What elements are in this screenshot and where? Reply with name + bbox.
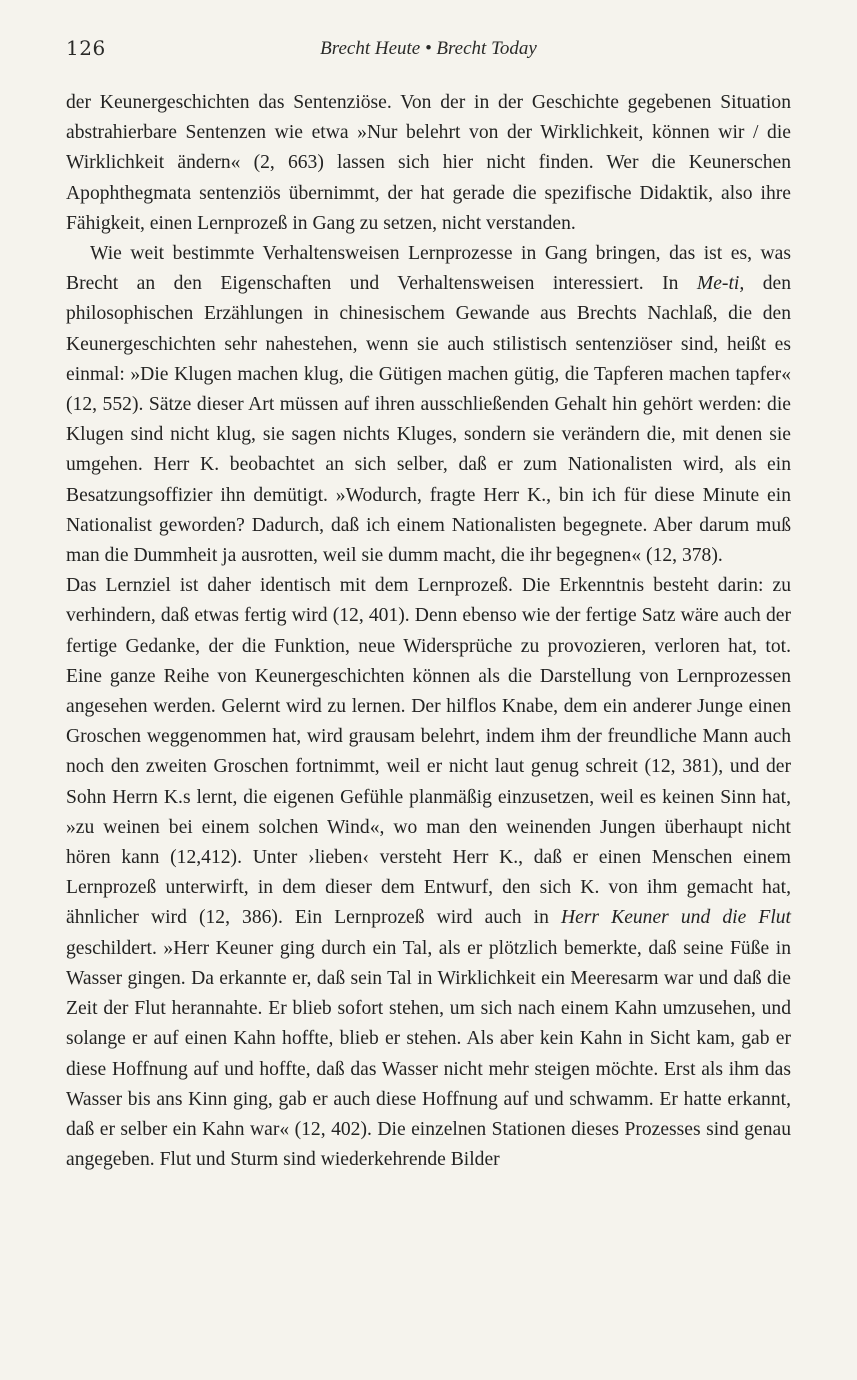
running-head <box>66 36 791 64</box>
paragraph-3-text-a: Das Lernziel ist daher identisch mit dem Lernprozeß. Die Erkenntnis besteht darin: zu verhindern, daß etwas fertig wird (12, 401). Denn ebenso wie der fertige Satz wäre auch der fertige Gedanke, der die Funktion, neue Widersprüche zu provozieren, verloren hat, tot. Eine ganze Reihe von Keunergeschichten können als die Darstellung von Lernprozessen angesehen werden. Gelernt wird zu lernen. Der hilflos Knabe, dem ein anderer Junge einen Groschen weggenommen hat, wird grausam belehrt, indem ihm der freundliche Mann auch noch den zweiten Groschen fortnimmt, weil er nicht laut genug schreit (12, 381), und der Sohn Herrn K.s lernt, die eigenen Gefühle planmäßig einzusetzen, weil es keinen Sinn hat, »zu weinen bei einem solchen Wind«, wo man den weinenden Jungen überhaupt nicht hören kann (12,412). Unter ›lieben‹ versteht Herr K., daß er einen Menschen einem Lernprozeß unterwirft, in dem dieser dem Entwurf, den sich K. von ihm gemacht hat, ähnlicher wird (12, 386). Ein Lernprozeß wird auch in <box>66 575 791 929</box>
book-title-me-ti: Me-ti, <box>696 273 745 295</box>
paragraph-2 <box>66 239 791 571</box>
body-text <box>66 88 791 1175</box>
paragraph-3 <box>66 571 791 1175</box>
paragraph-3-text-b: geschildert. »Herr Keuner ging durch ein Tal, als er plötzlich bemerkte, daß seine Füße in Wasser gingen. Da erkannte er, daß sein Tal in Wirklichkeit ein Meeresarm war und daß die Zeit der Flut herannahte. Er blieb sofort stehen, um sich nach einem Kahn umzusehen, und solange er auf einen Kahn hoffte, blieb er stehen. Als aber kein Kahn in Sicht kam, gab er diese Hoffnung auf und hoffte, daß das Wasser nicht mehr steigen möchte. Erst als ihm das Wasser bis ans Kinn ging, gab er auch diese Hoffnung auf und schwamm. Er hatte erkannt, daß er selber ein Kahn war« (12, 402). Die einzelnen Stationen dieses Prozesses sind genau angegeben. Flut und Sturm sind wiederkehrende Bilder <box>66 937 791 1171</box>
page-number: 126 <box>66 36 106 60</box>
paragraph-1-text: der Keunergeschichten das Sentenziöse. Von der in der Geschichte gegebenen Situation abstrahierbare Sentenzen wie etwa »Nur belehrt von der Wirklichkeit, können wir / die Wirklichkeit ändern« (2, 663) lassen sich hier nicht finden. Wer die Keunerschen Apophthegmata sentenziös übernimmt, der hat gerade die spezifische Didaktik, also ihre Fähigkeit, einen Lernprozeß in Gang zu setzen, nicht verstanden. <box>66 92 791 234</box>
paragraph-1 <box>66 88 791 239</box>
story-title-flut: Herr Keuner und die Flut <box>560 907 792 929</box>
running-title: Brecht Heute • Brecht Today <box>320 38 537 59</box>
paragraph-2-text-a: Wie weit bestimmte Verhaltensweisen Lernprozesse in Gang bringen, das ist es, was Brecht an den Eigenschaften und Verhaltensweisen interessiert. In <box>66 243 791 295</box>
paragraph-2-text-b: den philosophischen Erzählungen in chinesischem Gewande aus Brechts Nachlaß, die den Keunergeschichten sehr nahestehen, wenn sie auch stilistisch sentenziöser sind, heißt es einmal: »Die Klugen machen klug, die Gütigen machen gütig, die Tapferen machen tapfer« (12, 552). Sätze dieser Art müssen auf ihren ausschließenden Gehalt hin gehört werden: die Klugen sind nicht klug, sie sagen nichts Kluges, sondern sie verändern die, mit denen sie umgehen. Herr K. beobachtet an sich selber, daß er zum Nationalisten wird, als ein Besatzungsoffizier ihn demütigt. »Wodurch, fragte Herr K., bin ich für diese Minute ein Nationalist geworden? Dadurch, daß ich einem Nationalisten begegnete. Aber darum muß man die Dummheit ja ausrotten, weil sie dumm macht, die ihr begegnen« (12, 378). <box>66 273 791 567</box>
